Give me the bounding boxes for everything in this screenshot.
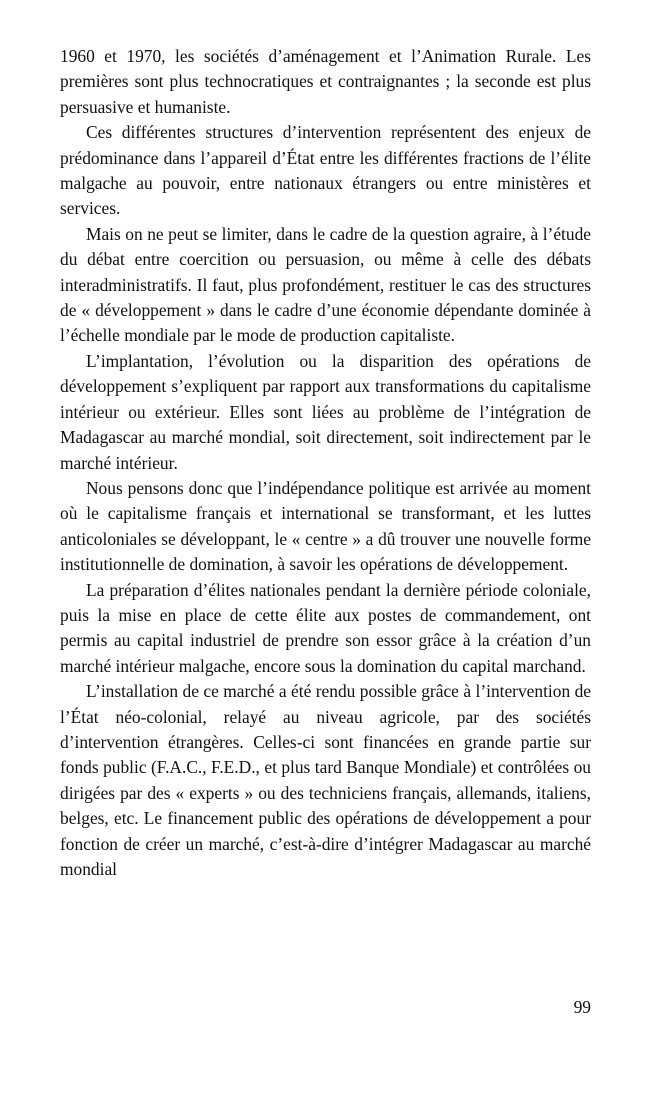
paragraph: Nous pensons donc que l’indépendance politique est arrivée au moment où le capitalisme français et international se transformant, et les luttes anticoloniales se développant, le « centre » a dû trouver une nouvelle forme institutionnelle de domination, à savoir les opérations de développement. bbox=[60, 477, 591, 575]
paragraph: Ces différentes structures d’intervention représentent des enjeux de prédominance dans l’appareil d’État entre les différentes fractions de l’élite malgache au pouvoir, entre nationaux étrangers ou entre ministères et services. bbox=[60, 122, 591, 219]
paragraph: La préparation d’élites nationales pendant la dernière période coloniale, puis la mise en place de cette élite aux postes de commandement, ont permis au capital industriel de prendre son essor grâce à la création d’un marché intérieur malgache, encore sous la domination du capital marchand. bbox=[60, 579, 591, 676]
paragraph: L’installation de ce marché a été rendu possible grâce à l’intervention de l’État néo-colonial, relayé au niveau agricole, par des sociétés d’intervention étrangères. Celles-ci sont financées en grande partie sur fonds public (F.A.C., F.E.D., et plus tard Banque Mondiale) et contrôlées ou dirigées par des « experts » ou des techniciens français, allemands, italiens, belges, etc. Le financement public des opérations de développement a pour fonction de créer un marché, c’est-à-dire d’intégrer Madagascar au marché mondial bbox=[60, 681, 591, 879]
paragraph: L’implantation, l’évolution ou la disparition des opérations de développement s’expliquent par rapport aux transformations du capitalisme intérieur ou extérieur. Elles sont liées au problème de l’intégration de Madagascar au marché mondial, soit directement, soit indirectement par le marché intérieur. bbox=[60, 350, 591, 473]
paragraph: 1960 et 1970, les sociétés d’aménagement et l’Animation Rurale. Les premières sont plus technocratiques et contraignantes ; la seconde est plus persuasive et humaniste. bbox=[60, 46, 591, 117]
page-number: 99 bbox=[573, 997, 591, 1017]
paragraph: Mais on ne peut se limiter, dans le cadre de la question agraire, à l’étude du débat entre coercition ou persuasion, ou même à celle des débats interadministratifs. Il faut, plus profondément, restituer le cas des structures de « développement » dans le cadre d’une économie dépendante dominée à l’échelle mondiale par le mode de production capitaliste. bbox=[60, 223, 591, 346]
page-body bbox=[60, 44, 591, 882]
